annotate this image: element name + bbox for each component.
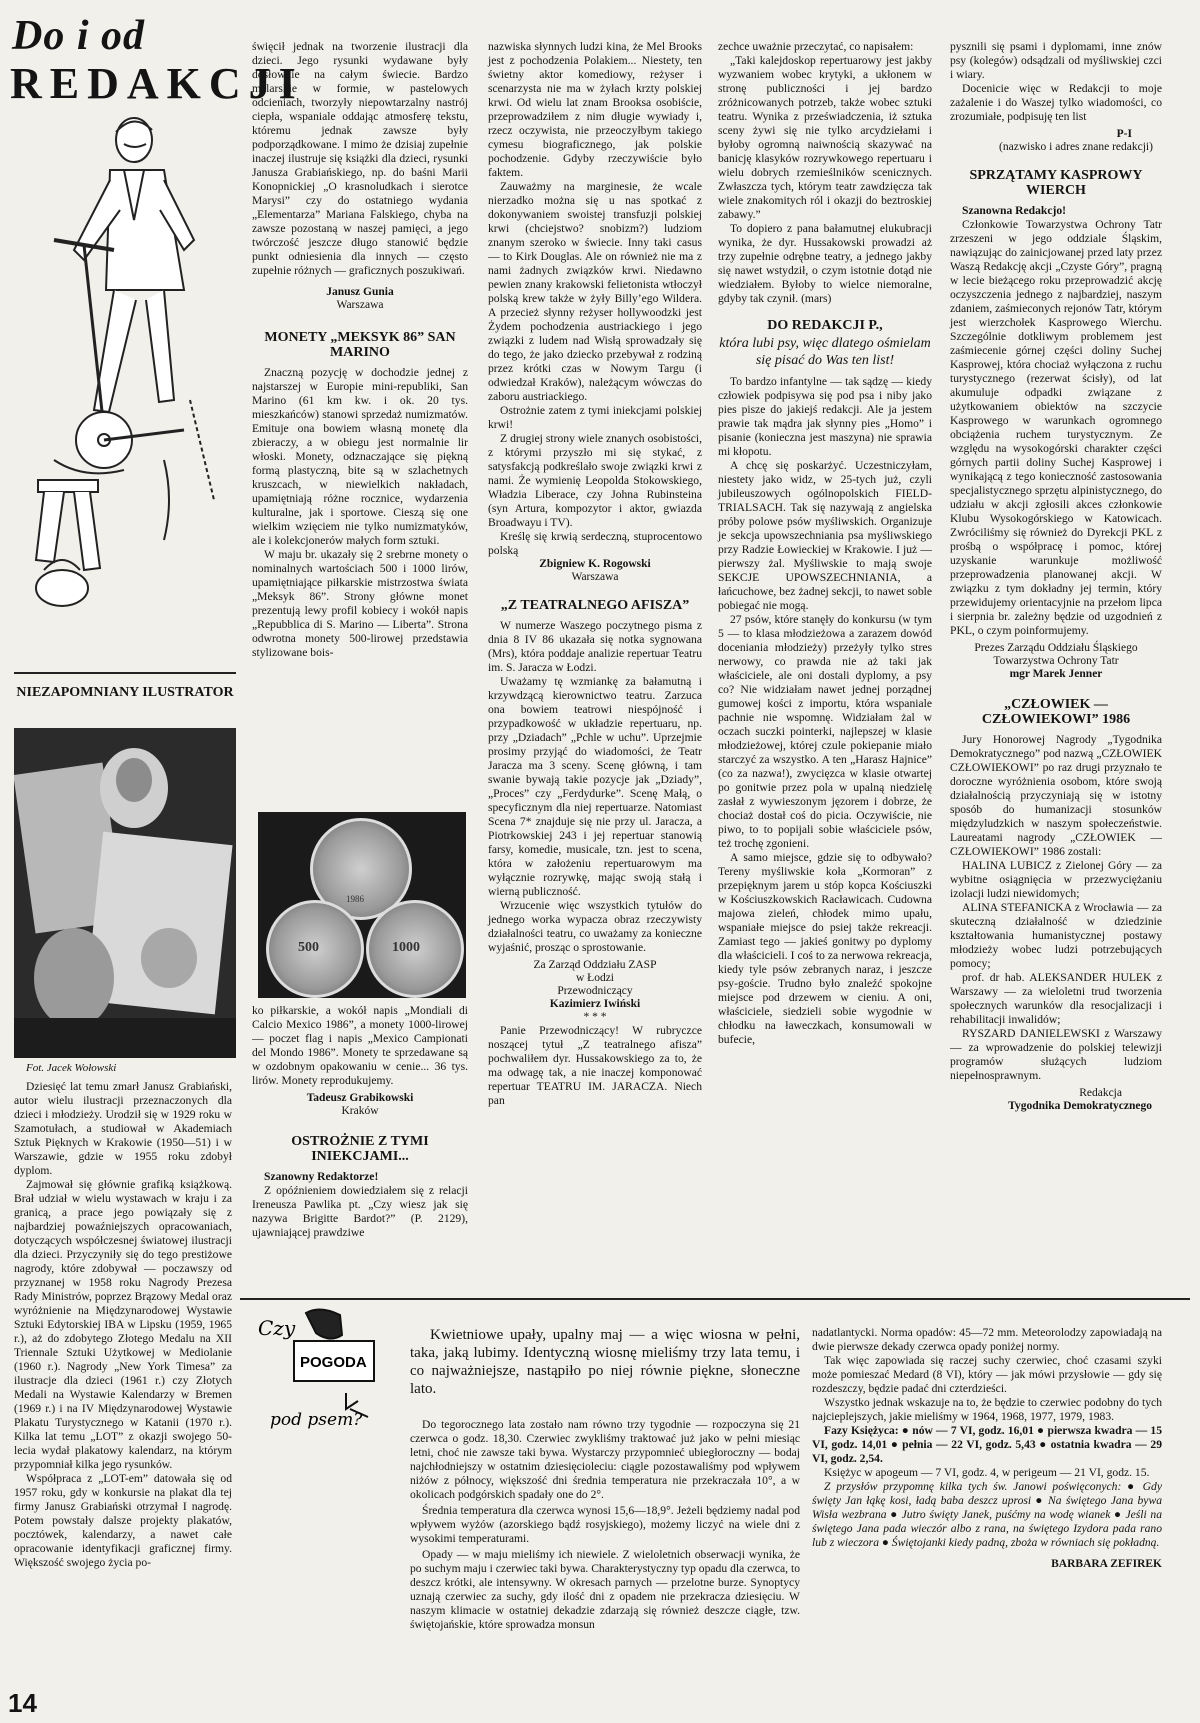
paragraph: 27 psów, które stanęły do konkursu (w tym 5 — to klasa młodzieżowa a zarazem dowód doceniania młodzieży) przeżyły tylko stres nerwowy, co prawda nie aż taki jak właściciele, ale oni dostali dyplomy, a psy co? Nie widziałam nawet jednej porządnej gumowej kości z importu, która wspaniale pachnie nie wspomnę. Widziałam żal w oczach suczki pointerki, najlepszej w klasie młodzieżowej, której czule pokiepanie miało starczyć za wszystko. A ten „Harasz Hajnice” (co za nazwa!), zwycięzca w klasie otwartej po gonitwie przez pola w upalną niedzielę zasłał z wywieszonym jęzorem i dobrze, że chociaż dostał coś do picia. Oczywiście, nie piwo, to to popijali sobie właściciele psów, też trochę zgonieni. [718, 613, 932, 850]
heading-czlowiek: „CZŁOWIEK — CZŁOWIEKOWI” 1986 [981, 697, 1131, 727]
page-number: 14 [8, 1688, 37, 1718]
weather-left [410, 1418, 800, 1632]
salutation: Szanowna Redakcjo! [962, 204, 1067, 217]
paragraph: Kreślę się krwią serdeczną, stuprocentowo polską [488, 530, 702, 557]
weather-logo-bottom: pod psem? [270, 1410, 363, 1430]
paragraph: To dopiero z pana bałamutnej elukubracji wynika, że dyr. Hussakowski prowadzi aż trzy zupełnie odrębne teatry, a jednego jakby się nawet wstydził, o czym istotnie dotąd nie wiedziałem. Byłoby to wielce niemoralne, gdyby tak czynił. (mars) [718, 222, 932, 305]
coin-label-year: 1986 [346, 894, 364, 904]
paragraph: Uważamy tę wzmiankę za bałamutną i krzywdzącą kierownictwo teatru. Zarzuca ona bowiem teatrowi niespójność i przypadkowość w układzie repertuaru, np. przy „Dziadach” „Pchle w uchu”. Uprzejmie prosimy przyjąć do wiadomości, że Teatr Jaracza ma 3 sceny. Scenę główną, i tam swanie bywają takie pozycje jak „Dziady”, „Proces” czy „Ferdydurke”. Scenę Małą, o specyficznym dla niej repertuarze. Natomiast Scena 7* znajduje się nie przy ul. Jaracza, a Piotrkowskiej 243 i jej repertuar stanowią farsy, komedie, musicale, tzn. jest to scena, która w założeniu repertuarowym ma wyłącznie rozrywkę, mając swoją stałą i wierną publiczność. [488, 675, 702, 898]
paragraph: zechce uważnie przeczytać, co napisałem: [718, 40, 914, 53]
paragraph: Dziesięć lat temu zmarł Janusz Grabiański, autor wielu ilustracji przeznaczonych dla dzieci i młodzieży. Urodził się w 1929 roku w Szamotułach, a studiował w Akademiach Sztuk Pięknych w Krakowie (1950—51) i w Warszawie, gdzie w 1955 roku zdobył dyplom. [14, 1080, 232, 1177]
heading-monety: MONETY „MEKSYK 86” SAN MARINO [264, 330, 456, 360]
paragraph: To bardzo infantylne — tak sądzę — kiedy człowiek podpisywa się pod psa i niby jako pies pisze do jakiejś redakcji. Ale ja jestem prawie tak mądra jak słynny pies „Homo” i pisanie (konieczna jest maszyna) nie sprawia mi kłopotu. [718, 375, 932, 458]
paragraph: RYSZARD DANIELEWSKI z Warszawy — za wprowadzenie do polskiej telewizji programów służących ludziom niepełnosprawnym. [950, 1027, 1162, 1082]
subheading-do-redakcji: która lubi psy, więc dlatego ośmielam się pisać do Was ten list! [719, 336, 931, 368]
signature-name: Tygodnika Demokratycznego [1008, 1100, 1152, 1112]
weather-logo [250, 1305, 400, 1435]
paragraph: Zajmował się głównie grafiką książkową. Brał udział w wielu wystawach w kraju i za granicą, a prace jego powiązały się z najbardziej powaźniejszych opracowaniach, dotyczących współczesnej światowej ilustracji dla dzieci. Przyczyniły się do tego prestiżowe nagrody, które zdobywał — poczawszy od przyznanej w 1958 roku Nagrody Prezesa Rady Ministrów, poprzez Brązowy Medal oraz wyróżnienie na Międzynarodowej Wystawie Sztuki Edytorskiej IBA w Lipsku (1959, 1965 r.), aż do zdobytego Złotego Medalu na XII Triennale Sztuki Użytkowej w Mediolanie (1960 r.). Nagrody „New York Timesa” za ilustracje dla dzieci (1961 r.) czy Złotych Medali na Wystawie Kalendarzy w Bremen (1969 r.) i na IV Międzynarodowej Wystawie Plakatu Turystycznego w Katanii (1970 r.). Kilka lat temu „LOT” z okazji swojego 50-lecia wydał plakatowy kalendarz, na którym przypomniał kilka jego rysunków. [14, 1178, 232, 1471]
paragraph: Tak więc zapowiada się raczej suchy czerwiec, choć czasami szyki może pomieszać Medard (8 VI), który — jak mówi przysłowie — gdy się rozdeszczy, będzie padać dni czterdzieści. [812, 1354, 1162, 1395]
signature-line: Redakcja [1079, 1087, 1122, 1099]
col4-text [718, 40, 932, 1047]
paragraph: „Taki kalejdoskop repertuarowy jest jakby wyzwaniem wobec krytyki, a ukłonem w stronę publiczności i jej bardzo zróżnicowanych potrzeb, także wobec sztuki teatru. Wynika z przeświadczenia, iż sztuka sceny żywi się nie tylko arcydziełami i byłoby ogromną naiwnością skazywać na banicję klasyków rozrywkowego repertuaru i wielu dobrych rzemieślników scenicznych. Zwłaszcza tych, którym teatr zawdzięcza tak wiele znakomitych ról i okazji do beztroskiej zabawy.” [718, 54, 932, 221]
weather-right [812, 1326, 1162, 1571]
paragraph: Średnia temperatura dla czerwca wynosi 15,6—18,9°. Jeżeli będziemy nadal pod wpływem wyżów (azorskiego bądź rosyjskiego), możemy liczyć na wiele dni z wysokimi temperaturami. [410, 1504, 800, 1545]
paragraph: Z drugiej strony wiele znanych osobistości, z którymi przyszło mi się stykać, z satysfakcją podkreślało swoje związki krwi z nami. Że wymienię Leopolda Stokowskiego, Władzia Liberace, czy Johna Rubinsteina (syn Artura, kompozytor i aktor, gwiazda Broadwayu i TV). [488, 432, 702, 529]
heading-ilustrator: NIEZAPOMNIANY ILUSTRATOR [16, 685, 234, 700]
weather-intro: Kwietniowe upały, upalny maj — a więc wiosna w pełni, taka, jaką lubimy. Identyczną wiosnę mieliśmy trzy lata temu, i co najważniejsze, nastąpiło po niej równie piękne, słoneczne lato. [410, 1327, 800, 1397]
photo-credit: Fot. Jacek Wołowski [26, 1062, 117, 1074]
paragraph: HALINA LUBICZ z Zielonej Góry — za wybitne osiągnięcia w przezwyciężaniu izolacji ludzi niewidomych; [950, 859, 1162, 900]
signature-name: P-I [1116, 128, 1132, 140]
paragraph: Znaczną pozycję w dochodzie jednej z najstarszej w Europie mini-republiki, San Marino (61 km kw. i ok. 20 tys. mieszkańców) stanowi sprzedaż numizmatów. Emituje ona bowiem własną monetę dla zbieraczy, a w obiegu jest normalnie lir włoski. Monety, odznaczające się piękną formą plastyczną, bite są w szlachetnych kruszcach, w niewielkich nakładach, upamiętniają różne rocznice, wydarzenia kulturalne, jak i sportowe. Cieszą się one wielkim wzięciem nie tylko numizmatyków, ale i kolekcjonerów małych form sztuki. [252, 366, 468, 547]
paragraph: W numerze Waszego poczytnego pisma z dnia 8 IV 86 ukazała się notka sygnowana (Mrs), która poddaje analizie repertuar Teatru im. S. Jaracza w Łodzi. [488, 619, 702, 674]
signature-city: Kraków [341, 1105, 379, 1117]
signature-name: Zbigniew K. Rogowski [539, 558, 651, 570]
paragraph: nadatlantycki. Norma opadów: 45—72 mm. Meteorolodzy zapowiadają na dwie pierwsze dekady czerwca opady poniżej normy. [812, 1326, 1162, 1353]
signature-name: Janusz Gunia [326, 286, 394, 298]
coin-label-1000: 1000 [392, 940, 420, 955]
paragraph: W maju br. ukazały się 2 srebrne monety o nominalnych wartościach 500 i 1000 lirów, upamiętniające piłkarskie mistrzostwa świata „Meksyk 86”. Strony główne monet prezentują lewy profil kobiecy i wokół napis „Repubblica di S. Marino — Liberta”. Strona odwrotna monety 500-lirowej przedstawia stylizowane bois- [252, 548, 468, 659]
masthead-title-line2: REDAKCJI [10, 59, 304, 108]
salutation: Szanowny Redaktorze! [264, 1170, 379, 1183]
coin-label-500: 500 [298, 940, 319, 955]
masthead-illustration [14, 100, 224, 620]
books-photo [14, 728, 236, 1058]
col1-text [14, 1080, 232, 1570]
heading-iniekcje: OSTROŻNIE Z TYMI INIEKCJAMI... [291, 1134, 429, 1164]
weather-logo-top: Czy [258, 1316, 296, 1340]
signature-name: Kazimierz Iwiński [549, 998, 641, 1010]
signature-note: (nazwisko i adres znane redakcji) [999, 141, 1153, 153]
paragraph: Jury Honorowej Nagrody „Tygodnika Demokratycznego” pod nazwą „CZŁOWIEK CZŁOWIEKOWI” po raz drugi przyznało te doroczne wyróżnienia osobom, które swoją działalnością przyczyniają się w istotny sposób do humanizacji stosunków międzyludzkich w naszym społeczeństwie. Laureatami nagrody „CZŁOWIEK — CZŁOWIEKOWI” 1986 zostali: [950, 733, 1162, 858]
col2-text-lower [252, 1004, 468, 1240]
signature-city: Warszawa [571, 571, 619, 583]
paragraph: ko piłkarskie, a wokół napis „Mondiali di Calcio Mexico 1986”, a monety 1000-lirowej — poczet flag i napis „Mexico Campionati del Mondo 1986”. Monety te sprzedawane są w ozdobnym opakowaniu w cenie... 36 tys. lirów. Monety reprodukujemy. [252, 1004, 468, 1087]
separator-stars: * * * [583, 1011, 607, 1023]
paragraph: A chcę się poskarżyć. Uczestniczyłam, niestety jako widz, w 25-tych już, czyli jubileuszowych ogólnopolskich FIELD-TRIALSACH. Tak się nazywają z angielska próby polowe psów myśliwskich. Organizuje je sekcja upowszechniania psa myśliwskiego przy Radzie Łowieckiej w Krakowie. I już — pierwszy żal. Myśliwskie to mają swoje SEKCJE UPOWSZECHNIANIA, a łańcuchowe, bez żadnej sekcji, to nawet soble pobiegać nie mogą. [718, 459, 932, 612]
paragraph: Zauważmy na marginesie, że wcale nierzadko można się u nas spotkać z dokonywaniem swoistej transfuzji polskiej krwi (chciejstwo? snobizm?) ludziom znanym szeroko w świecie. Inny taki casus — to Kirk Douglas. Ale on również nie ma z nami żadnych związków krwi. Niedawno pewien znany krakowski felietonista wtłoczył polską krew także w żyły Billy’ego Wildera. A przecież słynny reżyser hollywoodzki jest Żydem pochodzenia austriackiego i jego związki z ludem nad Wisłą sprowadzały się do tego, że jako dziecko przebywał z rodziną przez krótki czas w Nowym Targu (i odwiedzał Kraków), należącym wówczas do zaboru austriackiego. [488, 180, 702, 403]
col2-text [252, 40, 468, 660]
signature-line: w Łodzi [575, 972, 614, 984]
paragraph: prof. dr hab. ALEKSANDER HULEK z Warszawy — za wieloletni trud tworzenia społecznych warunków dla resocjalizacji i rehabilitacji inwalidów; [950, 971, 1162, 1026]
paragraph: Z przysłów przypomnę kilka tych św. Janowi poświęconych: ● Gdy święty Jan łąkę kosi, ładą baba deszcz uprosi ● Na świętego Jana bywa Wisła wezbrana ● Jutro święty Janek, puśćmy na wodę wianek ● Jeśli na świętego Jana pada wieczór albo z rana, na świętego Izydora pada rano lub z wieczora ● Świętojanki kiedy padną, zboża w równiach się pokładną. [812, 1480, 1162, 1549]
signature-city: Warszawa [336, 299, 384, 311]
signature-line: Prezes Zarządu Oddziału Śląskiego Towarzystwa Ochrony Tatr [974, 642, 1138, 667]
col5-text [950, 40, 1162, 1113]
paragraph: Fazy Księżyca: ● nów — 7 VI, godz. 16,01 ● pierwsza kwadra — 15 VI, godz. 14,01 ● pełnia — 22 VI, godz. 5,43 ● ostatnia kwadra — 29 VI, godz. 2,54. [812, 1424, 1162, 1465]
paragraph: Opady — w maju mieliśmy ich niewiele. Z wieloletnich obserwacji wynika, że po suchym maju i czerwiec taki bywa. Charakterystyczny typ opadu dla czerwca, to deszcz krótki, ale intensywny. W okresach parnych — przelotne burze. Synoptycy uznają czerwiec za suchy, gdy ilość dni z opadem nie przekracza dziesięciu. W naszym klimacie w ostatniej dekadzie zdarzają się również deszcze ciągłe, tzw. świętojańskie, które sprowadza monsun [410, 1548, 800, 1631]
heading-kasprowy: SPRZĄTAMY KASPROWY WIERCH [969, 168, 1143, 198]
signature-line: Za Zarząd Oddziału ZASP [533, 959, 657, 971]
heading-do-redakcji: DO REDAKCJI P., [767, 318, 883, 333]
paragraph: Ostrożnie zatem z tymi iniekcjami polskiej krwi! [488, 404, 702, 431]
paragraph: Księżyc w apogeum — 7 VI, godz. 4, w perigeum — 21 VI, godz. 15. [824, 1466, 1150, 1479]
col3-text [488, 40, 702, 1108]
paragraph: nazwiska słynnych ludzi kina, że Mel Brooks jest z pochodzenia Polakiem... Niestety, ten świetny aktor komediowy, reżyser i scenarzysta nie ma w żyłach krzty polskiej krwi. Od wielu lat znam Brooksa osobiście, przeprowadziłem z nim długie wywiady i, rzecz oczywista, nie przeoczyłbym takiego cymesu biograficznego, jak polskie pochodzenie. Gdyby rzeczywiście było faktem. [488, 40, 702, 179]
paragraph: Do tegorocznego lata zostało nam równo trzy tygodnie — rozpoczyna się 21 czerwca o godz. 18,30. Czerwiec zwykliśmy traktować już jako w pełni miesiąc letni, choć nie zawsze taki bywa. Wystarczy przypomnieć ubiegłoroczny — bodaj najchłodniejszy w ostatnim dziesięcioleciu: ciągle pozostawaliśmy pod wpływem niżów z północy, większość dni średnia temperatura nie przekraczała 10°, a w okolicach podgórskich spadały one do 2°. [410, 1418, 800, 1501]
masthead-title-line1: Do i od [12, 13, 145, 59]
paragraph: ALINA STEFANICKA z Wrocławia — za skuteczną działalność w dziedzinie kształtowania humanistycznej postawy młodzieży wobec ludzi potrzebujących pomocy; [950, 901, 1162, 970]
heading-afisz: „Z TEATRALNEGO AFISZA” [500, 598, 690, 613]
paragraph: Docenicie więc w Redakcji to moje zażalenie i do Waszej tylko wiadomości, co zrozumiałe, podpisuję ten list [950, 82, 1162, 123]
paragraph: pysznili się psami i dyplomami, inne znów psy (kolegów) odsądzali od myśliwskiej czci i wiary. [950, 40, 1162, 81]
weather-logo-mid: POGODA [300, 1354, 367, 1371]
paragraph: święcił jednak na tworzenie ilustracji dla dzieci. Jego rysunki wydawane były dosłownie na całym świecie. Bardzo malarskie w formie, w pastelowych odcieniach, tworzyły niepowtarzalny nastrój ciepła, wspaniale oddając atmosferę tekstu, któremu jednak zawsze były podporządkowane. I mimo że dzisiaj zupełnie inaczej ilustruje się książki dla dzieci, rysunki Janusza Grabiańskiego, np. do baśni Marii Konopnickiej „O krasnoludkach i sierotce Marysi” czy do ostatniego wydania „Elementarza” Mariana Falskiego, chyba na zawsze pozostaną w naszej pamięci, a jego twórczość jeszcze długo stanowić będzie punkt odniesienia dla innych — często zupełnie różnych — graficznych poszukiwań. [252, 40, 468, 277]
paragraph: Współpraca z „LOT-em” datowała się od 1957 roku, gdy w konkursie na plakat dla tej firmy Janusz Grabiański otrzymał I nagrodę. Potem powstały dalsze projekty plakatów, pocztówek, kalendarzy, a nawet całe opracowanie identyfikacji graficznej firmy. Większość swojego życia po- [14, 1472, 232, 1569]
paragraph: Z opóźnieniem dowiedziałem się z relacji Ireneusza Pawlika pt. „Czy wiesz jak się nazywa Brigitte Bardot?” (P. 2129), ujawniającej prawdziwe [252, 1184, 468, 1239]
paragraph: Wrzucenie więc wszystkich tytułów do jednego worka wypacza obraz rzeczywisty działalności teatru, co uważamy za konieczne wyjaśnić, prosząc o sprostowanie. [488, 899, 702, 954]
signature-name: Tadeusz Grabikowski [306, 1092, 414, 1104]
signature-name: mgr Marek Jenner [1009, 668, 1103, 680]
coins-photo [258, 812, 466, 998]
paragraph: Wszystko jednak wskazuje na to, że będzie to czerwiec podobny do tych najcieplejszych, jakie mieliśmy w 1964, 1968, 1977, 1979, 1983. [812, 1396, 1162, 1423]
paragraph: Członkowie Towarzystwa Ochrony Tatr zrzeszeni w jego oddziale Śląskim, nawiązując do zainicjowanej przed laty przez Waszą Redakcję akcji „Czyste Góry”, pragną w lecie bieżącego roku przeprowadzić akcję oczyszczenia jednego z najbardziej, naszym zdaniem, zaśmieconych rejonów Tatr, którym jest wierzchołek Kasprowego Wierchu. Szczególnie dotkliwym problemem jest zaśmiecenie górnej części doliny Suchej Kasprowej, która chociaż wyłączona z ruchu turystycznego (rezerwat ścisły), od lat akumuluje odpadki związane z użytkowaniem obiektów na szczycie Kasprowego w warunkach ogromnego obciążenia ruchem turystycznym. Ze względu na wysokogórski charakter części górnych partii doliny Suchej Kasprowej i wynikającą z tego konieczność zastosowania specjalistycznego sprzętu alpinistycznego, do udziału w akcji zgłosili akces członkowie Klubu Wysokogórskiego w Katowicach. Zwróciliśmy się również do Dyrekcji PKL z prośbą o współpracę i pomoc, której uzyskanie warunkuje możliwość przeprowadzenia planowanej akcji. W związku z tym dokładny jej termin, który przewidujemy orientacyjnie na przełom lipca i sierpnia br. zależny będzie od uzgodnień z PKL, o czym poinformujemy. [950, 218, 1162, 637]
signature-line: Przewodniczący [557, 985, 633, 997]
paragraph: A samo miejsce, gdzie się to odbywało? Tereny myśliwskie koła „Kormoran” z przepięknym jarem u stóp kopca Kościuszki w Kościuszkowskich Racławicach. Cudowna majowa zieleń, chłodek mimo upału, wspaniałe miejsce do psiej także rekreacji. Zamiast tego — jakieś gonitwy po dyplomy dla właścicieli. I coś to za nerwowa rekreacja, kiedy tyle psów zebranych naraz, i jeszcze psy-goście. Trudno było znaleźć spokojne miejsce pod drzewem w cieniu. A oni, właściciele, siedzieli sobie wygodnie w chłodku na ławeczkach, konsumowali w bufecie, [718, 851, 932, 1046]
paragraph: Panie Przewodniczący! W rubryczce noszącej tytuł „Z teatralnego afisza” pochwaliłem dyr. Hussakowskiego za to, że ma odwagę tak, a nie inaczej komponować repertuar TEATRU IM. JARACZA. Niech pan [488, 1024, 702, 1107]
weather-author: BARBARA ZEFIREK [1051, 1558, 1162, 1570]
